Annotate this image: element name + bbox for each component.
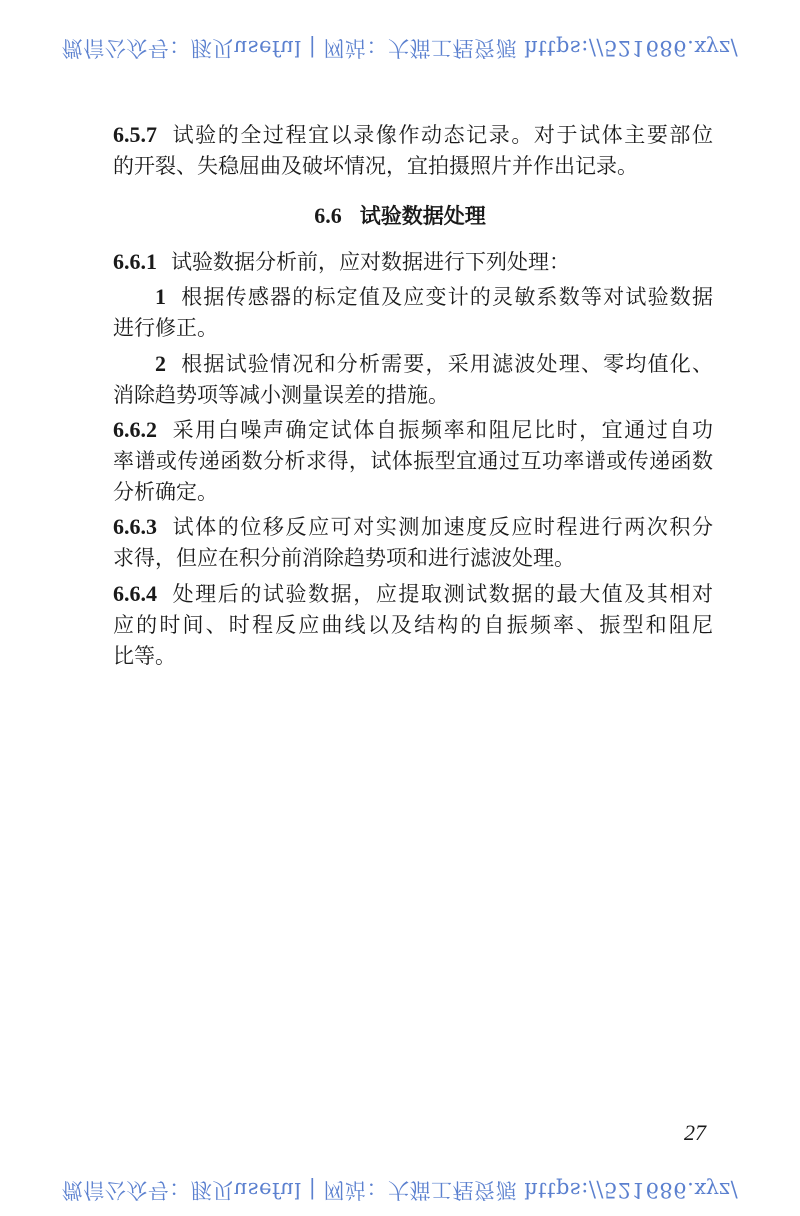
clause-6-5-7 <box>113 122 713 148</box>
clause-6-6-1 <box>113 249 713 275</box>
list-item-1 <box>155 284 713 310</box>
item-text: 根据试验情况和分析需要，采用滤波处理、零均值化、 <box>180 352 713 376</box>
clause-text-line: 应的时间、时程反应曲线以及结构的自振频率、振型和阻尼 <box>113 613 713 637</box>
clause-6-6-2 <box>113 417 713 443</box>
clause-text: 处理后的试验数据，应提取测试数据的最大值及其相对 <box>171 582 713 606</box>
clause-number: 6.6.4 <box>113 581 157 606</box>
clause-number: 6.6.3 <box>113 514 157 539</box>
clause-text: 试体的位移反应可对实测加速度反应时程进行两次积分 <box>171 515 713 539</box>
clause-number: 6.6.2 <box>113 417 157 442</box>
clause-6-6-4 <box>113 581 713 607</box>
item-number: 2 <box>155 351 166 376</box>
item-text-line: 消除趋势项等减小测量误差的措施。 <box>113 383 449 407</box>
clause-number: 6.5.7 <box>113 122 157 147</box>
section-number: 6.6 <box>314 203 342 228</box>
clause-6-6-3 <box>113 514 713 540</box>
section-heading <box>0 200 800 230</box>
clause-text-line: 分析确定。 <box>113 480 218 504</box>
clause-text: 采用白噪声确定试体自振频率和阻尼比时，宜通过自功 <box>171 418 713 442</box>
page-number: 27 <box>684 1120 706 1145</box>
clause-text-line: 比等。 <box>113 644 176 668</box>
watermark-top: 微信公众号：豚贝useful | 网站：大猫工程资源 https://521686.xyz/ <box>61 36 739 60</box>
item-text: 根据传感器的标定值及应变计的灵敏系数等对试验数据 <box>180 285 713 309</box>
watermark-bottom: 微信公众号：豚贝useful | 网站：大猫工程资源 https://521686.xyz/ <box>61 1178 739 1202</box>
clause-text-line: 率谱或传递函数分析求得，试体振型宜通过互功率谱或传递函数 <box>113 449 713 473</box>
clause-number: 6.6.1 <box>113 249 157 274</box>
item-text-line: 进行修正。 <box>113 316 218 340</box>
list-item-2 <box>155 351 713 377</box>
clause-text-line: 求得，但应在积分前消除趋势项和进行滤波处理。 <box>113 546 575 570</box>
clause-text: 试验的全过程宜以录像作动态记录。对于试体主要部位 <box>171 123 713 147</box>
section-title: 试验数据处理 <box>359 203 486 228</box>
clause-text-line: 的开裂、失稳屈曲及破坏情况，宜拍摄照片并作出记录。 <box>113 154 638 178</box>
item-number: 1 <box>155 284 166 309</box>
clause-text: 试验数据分析前，应对数据进行下列处理： <box>171 250 570 274</box>
